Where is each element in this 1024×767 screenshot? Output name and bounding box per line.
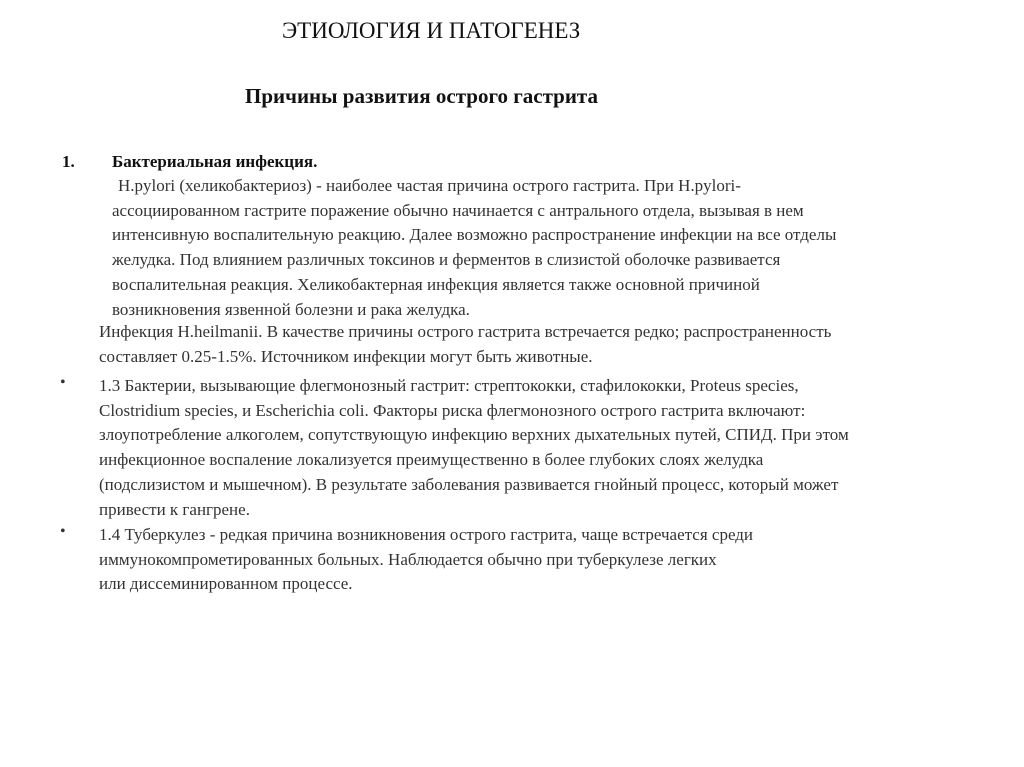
text-line: инфекционное воспаление локализуется преимущественно в более глубоких слоях желудка <box>99 450 764 470</box>
text-line: составляет 0.25-1.5%. Источником инфекции могут быть животные. <box>99 346 593 366</box>
bullet-marker: • <box>60 523 66 540</box>
paragraph-heilmanii <box>99 320 831 369</box>
item-number: 1. <box>62 152 75 171</box>
text-line: 1.4 Туберкулез - редкая причина возникновения острого гастрита, чаще встречается среди <box>99 525 754 544</box>
bullet-text-tuberculosis <box>99 523 753 597</box>
text-line: ассоциированном гастрите поражение обычно начинается с антрального отдела, вызывая в нем <box>112 200 804 220</box>
slide-title: ЭТИОЛОГИЯ И ПАТОГЕНЕЗ <box>282 18 581 43</box>
text-line: Clostridium species, и Escherichia coli. Факторы риска флегмонозного острого гастрита включают: <box>99 400 806 420</box>
bullet-text-flegmonous <box>99 374 849 522</box>
text-line: 1.3 Бактерии, вызывающие флегмонозный гастрит: стрептококки, стафилококки, Proteus species, <box>99 376 799 395</box>
item-body <box>112 174 982 322</box>
bullet-marker: • <box>60 374 66 391</box>
text-line: привести к гангрене. <box>99 499 250 519</box>
text-line: воспалительная реакция. Хеликобактерная инфекция является также основной причиной <box>112 274 760 294</box>
text-line: Инфекция H.heilmanii. В качестве причины острого гастрита встречается редко; распространенность <box>99 322 832 341</box>
text-line: иммунокомпрометированных больных. Наблюдается обычно при туберкулезе легких <box>99 549 717 569</box>
text-line: злоупотребление алкоголем, сопутствующую инфекцию верхних дыхательных путей, СПИД. При этом <box>99 425 849 445</box>
slide-subtitle: Причины развития острого гастрита <box>245 84 599 108</box>
item-heading: Бактериальная инфекция. <box>112 152 318 171</box>
text-line: или диссеминированном процессе. <box>99 574 353 594</box>
text-line: желудка. Под влиянием различных токсинов и ферментов в слизистой оболочке развивается <box>112 250 781 270</box>
text-line: интенсивную воспалительную реакцию. Далее возможно распространение инфекции на все отделы <box>112 225 837 245</box>
text-line: возникновения язвенной болезни и рака желудка. <box>112 299 470 319</box>
text-line: (подслизистом и мышечном). В результате заболевания развивается гнойный процесс, который может <box>99 474 839 494</box>
text-line: H.pylori (хеликобактериоз) - наиболее частая причина острого гастрита. При H.pylori- <box>118 176 741 195</box>
